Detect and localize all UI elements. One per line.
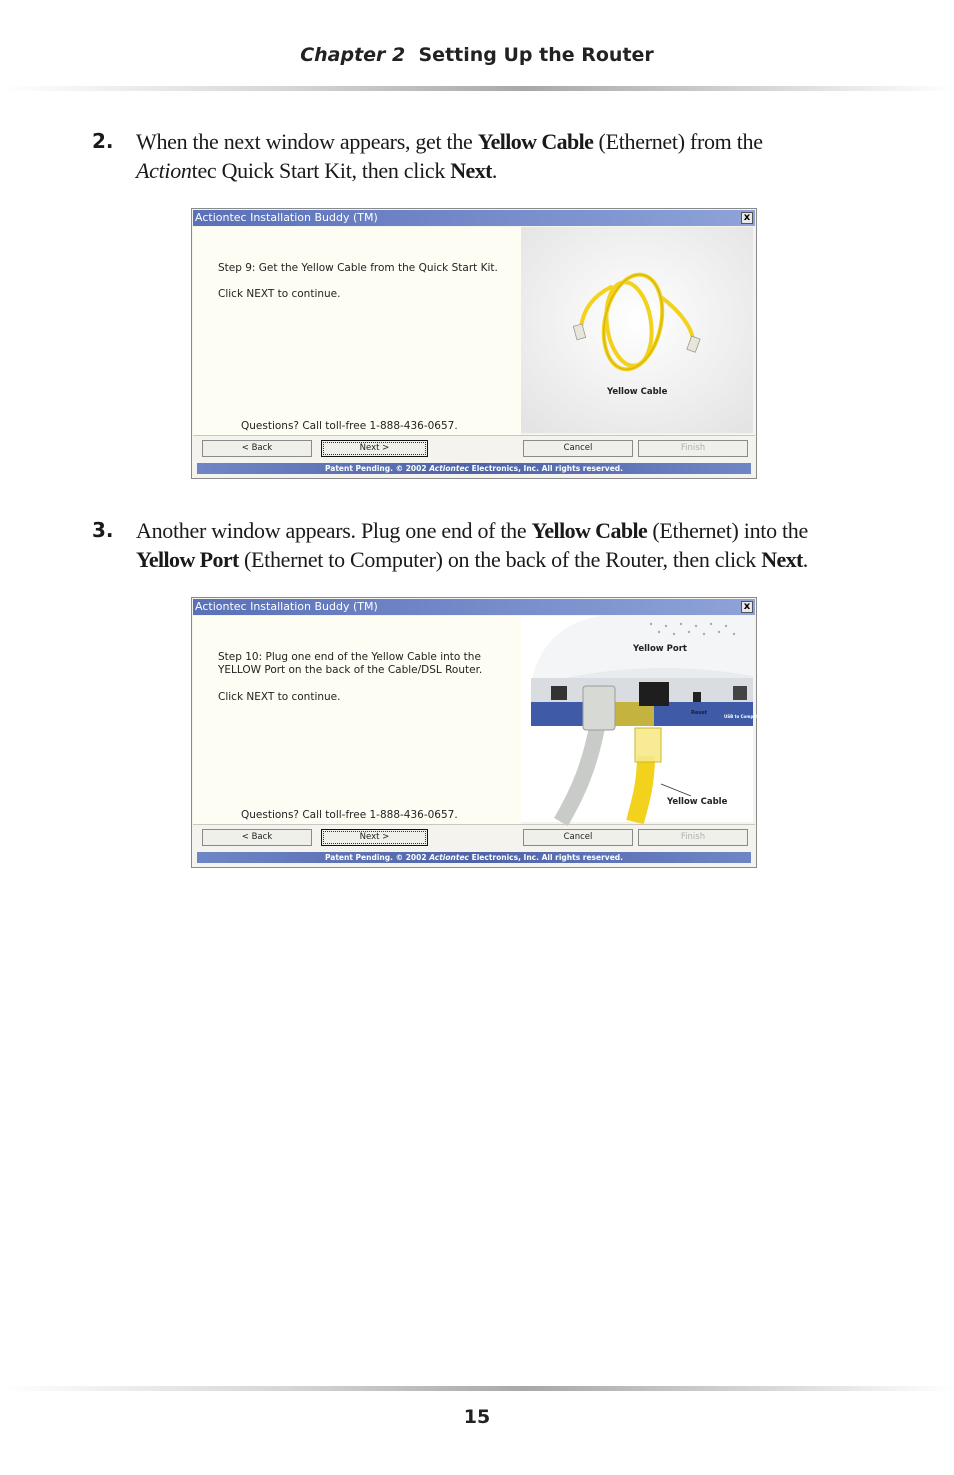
photo-label: Yellow Port	[633, 644, 687, 654]
finish-button[interactable]: Finish	[638, 440, 748, 457]
dialog-title: Actiontec Installation Buddy (TM)	[195, 600, 378, 613]
step-text-bold: Yellow Cable	[477, 129, 594, 154]
photo-label: USB to Computer	[724, 714, 763, 719]
copyright-bar	[197, 852, 751, 863]
installation-dialog-step-10	[191, 597, 763, 868]
copyright-text: Patent Pending. © 2002	[324, 464, 430, 473]
copyright-text: Patent Pending. © 2002	[324, 853, 430, 862]
photo-label: Yellow Cable	[607, 387, 668, 397]
dialog-content	[193, 227, 521, 435]
button-separator	[193, 824, 755, 825]
photo-label: Yellow Cable	[667, 797, 728, 807]
installation-dialog-step-9	[191, 208, 757, 479]
step-text-part: (Ethernet to Computer) on the back of the Router, then click	[238, 547, 762, 572]
continue-message: Click NEXT to continue.	[218, 288, 341, 300]
questions-text: Questions? Call toll-free 1-888-436-0657.	[241, 809, 458, 821]
step-number: 2.	[92, 129, 114, 153]
close-icon[interactable]: x	[741, 601, 753, 613]
back-button[interactable]: < Back	[202, 829, 312, 846]
step-text-part: Another window appears. Plug one end of the	[136, 518, 532, 543]
router-back-photo	[521, 616, 763, 822]
step-text-bold: Next	[761, 547, 803, 572]
chapter-title: Setting Up the Router	[418, 44, 654, 66]
step-message: Step 9: Get the Yellow Cable from the Quick Start Kit.	[218, 262, 498, 274]
chapter-label: Chapter 2	[300, 44, 406, 66]
dialog-title-bar	[193, 599, 755, 615]
step-message: Step 10: Plug one end of the Yellow Cable into the	[218, 651, 481, 663]
step-text-part: (Ethernet) from the	[593, 129, 763, 154]
step-text-part: (Ethernet) into the	[647, 518, 808, 543]
photo-label: Reset	[691, 710, 707, 716]
step-text-italic: Action	[136, 158, 192, 183]
yellow-cable-photo	[521, 227, 753, 433]
step-text-part: .	[802, 547, 808, 572]
next-button[interactable]: Next >	[321, 440, 428, 457]
copyright-brand: Actiontec	[429, 853, 469, 862]
cancel-button[interactable]: Cancel	[523, 829, 633, 846]
copyright-text: Electronics, Inc. All rights reserved.	[468, 853, 623, 862]
header-rule	[0, 86, 954, 91]
step-text-bold: Yellow Port	[136, 547, 239, 572]
continue-message: Click NEXT to continue.	[218, 691, 341, 703]
cancel-button[interactable]: Cancel	[523, 440, 633, 457]
copyright-text: Electronics, Inc. All rights reserved.	[468, 464, 623, 473]
dialog-content	[193, 616, 521, 824]
step-text-part: When the next window appears, get the	[136, 129, 478, 154]
finish-button[interactable]: Finish	[638, 829, 748, 846]
step-text-bold: Next	[450, 158, 492, 183]
page-number: 15	[463, 1406, 491, 1428]
step-number: 3.	[92, 518, 114, 542]
step-text	[136, 127, 876, 185]
dialog-title: Actiontec Installation Buddy (TM)	[195, 211, 378, 224]
step-text-part: .	[491, 158, 498, 183]
close-icon[interactable]: x	[741, 212, 753, 224]
dialog-title-bar	[193, 210, 755, 226]
running-header	[0, 44, 954, 66]
step-text-part: tec Quick Start Kit, then click	[191, 158, 451, 183]
next-button[interactable]: Next >	[321, 829, 428, 846]
questions-text: Questions? Call toll-free 1-888-436-0657.	[241, 420, 458, 432]
step-message-line-2: YELLOW Port on the back of the Cable/DSL Router.	[218, 664, 483, 676]
step-text-bold: Yellow Cable	[531, 518, 648, 543]
back-button[interactable]: < Back	[202, 440, 312, 457]
copyright-brand: Actiontec	[429, 464, 469, 473]
button-separator	[193, 435, 755, 436]
step-text	[136, 516, 896, 574]
copyright-bar	[197, 463, 751, 474]
footer-rule	[0, 1386, 954, 1391]
